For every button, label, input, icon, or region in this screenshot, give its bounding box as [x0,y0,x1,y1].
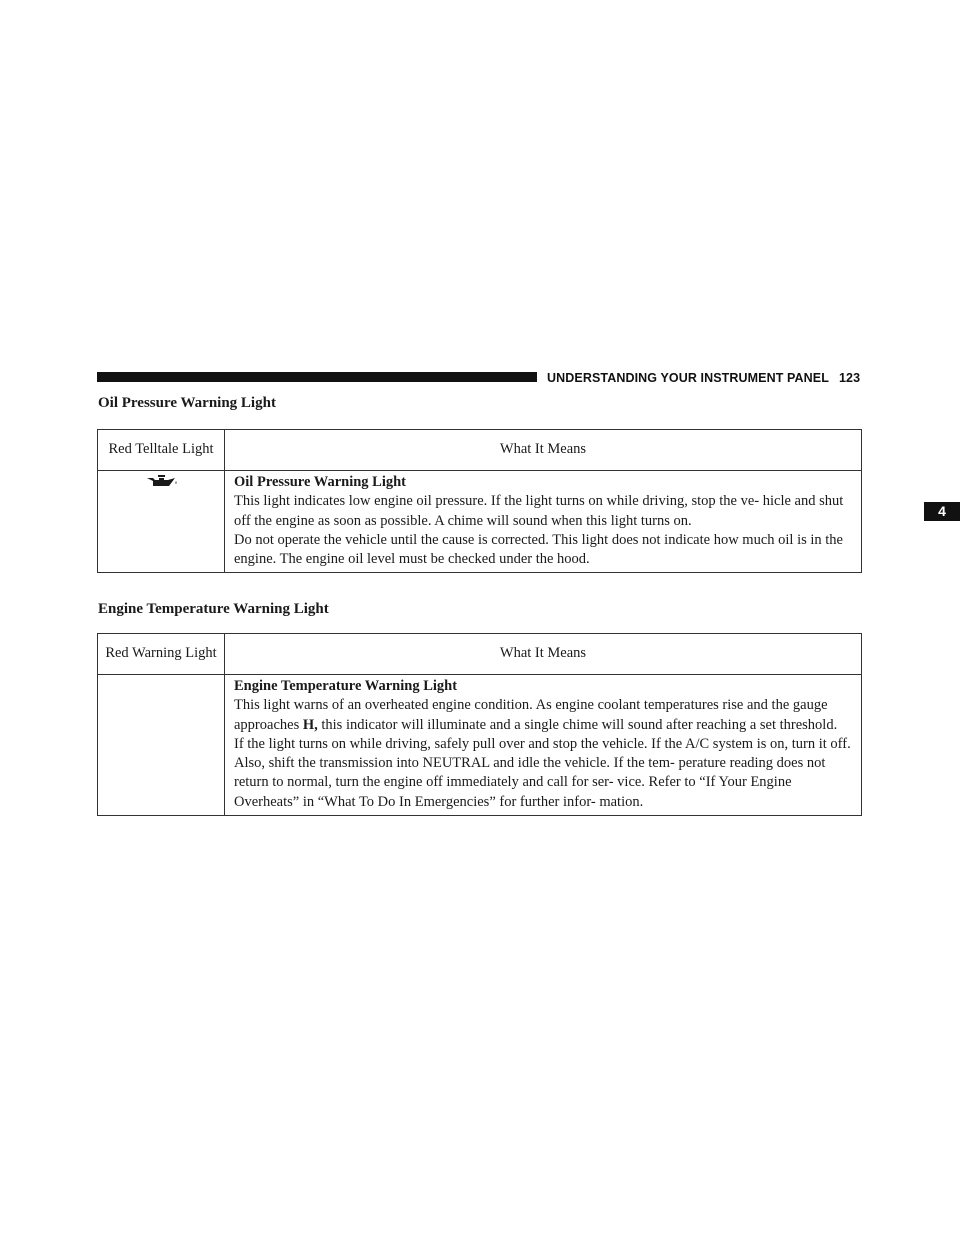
section-title-oil-pressure: Oil Pressure Warning Light [98,395,276,411]
section-title-engine-temperature: Engine Temperature Warning Light [98,601,329,617]
page-number: 123 [838,371,861,385]
paragraph [234,696,857,735]
paragraph: Do not operate the vehicle until the cause is corrected. This light does not indicate how much oil is in the engine. The engine oil level must be checked under the hood. [234,531,843,568]
engine-temperature-table [97,633,862,816]
bold-run: H, [302,716,318,733]
row-title: Engine Temperature Warning Light [234,678,458,694]
col-header-what-it-means: What It Means [225,634,862,675]
col-header-telltale: Red Telltale Light [98,430,225,471]
oil-pressure-description [225,471,862,573]
row-title: Oil Pressure Warning Light [234,474,407,490]
header-rule [97,372,537,382]
engine-temperature-description [225,675,862,816]
icon-cell [98,675,225,816]
chapter-tab: 4 [924,502,960,521]
col-header-warning-light: Red Warning Light [98,634,225,675]
text-run: This light warns of an overheated engine condition. As engine coolant temperatures rise and the gauge approaches [234,697,828,733]
paragraph: This light indicates low engine oil pressure. If the light turns on while driving, stop the ve- hicle and shut off the engine as soon as possible. A chime will sound when this light turns on. [234,493,844,529]
running-header [547,369,862,387]
icon-cell [98,471,225,573]
paragraph: If the light turns on while driving, safely pull over and stop the vehicle. If the A/C system is on, turn it off. Also, shift the transmission into NEUTRAL and idle the vehicle. If the tem- perature reading does not return to normal, turn the engine off immediately and call for ser- vice. Refer to “If Your Engine Overheats” in “What To Do In Emergencies” for further infor- mation. [234,735,851,810]
oil-pressure-table [97,429,862,573]
col-header-what-it-means: What It Means [225,430,862,471]
text-run: this indicator will illuminate and a single chime will sound after reaching a set threshold. [317,716,838,733]
header-title: UNDERSTANDING YOUR INSTRUMENT PANEL [547,371,829,385]
oil-can-icon [144,472,178,490]
